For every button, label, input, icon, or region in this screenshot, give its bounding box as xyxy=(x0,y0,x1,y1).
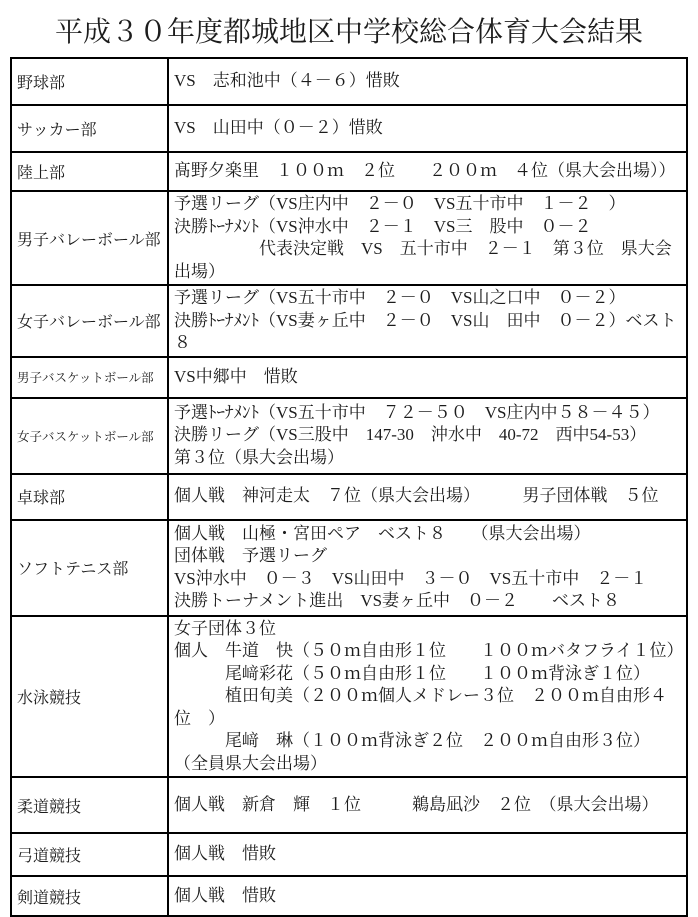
club-name-label: 弓道競技 xyxy=(11,833,168,876)
result-line: 決勝ﾄｰﾅﾒﾝﾄ（VS妻ヶ丘中 ２－０ VS山 田中 ０－２）ベスト８ xyxy=(174,310,677,352)
result-line: VS 志和池中（４－６）惜敗 xyxy=(174,71,400,91)
club-name-label: 水泳競技 xyxy=(11,616,168,778)
result-cell xyxy=(168,616,687,778)
result-line: 女子団体３位 xyxy=(174,618,276,638)
club-name-label: サッカー部 xyxy=(11,105,168,152)
result-line: 団体戦 予選リーグ xyxy=(174,546,327,565)
result-cell xyxy=(168,285,687,357)
result-cell xyxy=(168,474,687,520)
table-row xyxy=(11,191,687,285)
table-row xyxy=(11,777,687,833)
result-line: 尾﨑 琳（１００ｍ背泳ぎ２位 ２００ｍ自由形３位） xyxy=(174,731,650,750)
result-line: 第３位（県大会出場） xyxy=(174,447,344,467)
result-line: 予選リーグ（VS庄内中 ２－０ VS五十市中 １－２ ） xyxy=(174,194,626,213)
result-cell xyxy=(168,105,687,152)
result-cell xyxy=(168,152,687,191)
result-line: 尾﨑彩花（５０ｍ自由形１位 １００ｍ背泳ぎ１位） xyxy=(174,663,650,683)
result-cell xyxy=(168,876,687,916)
result-cell xyxy=(168,833,687,876)
result-line: 代表決定戦 VS 五十市中 ２－１ 第３位 県大会出場） xyxy=(174,239,672,281)
club-name-label: 女子バスケットボール部 xyxy=(11,398,168,474)
table-row xyxy=(11,105,687,152)
club-name-label: ソフトテニス部 xyxy=(11,520,168,616)
club-name-label: 男子バレーボール部 xyxy=(11,191,168,285)
results-table xyxy=(10,57,688,917)
result-line: 個人戦 新倉 輝 １位 鵜島凪沙 ２位 （県大会出場） xyxy=(174,794,659,814)
club-name-label: 女子バレーボール部 xyxy=(11,285,168,357)
result-line: 個人戦 神河走太 ７位（県大会出場） 男子団体戦 ５位 xyxy=(174,486,659,506)
result-cell xyxy=(168,191,687,285)
table-row xyxy=(11,520,687,616)
result-cell xyxy=(168,520,687,616)
table-row xyxy=(11,474,687,520)
result-line: 個人戦 惜敗 xyxy=(174,844,276,864)
club-name-label: 卓球部 xyxy=(11,474,168,520)
result-line: 植田旬美（２００ｍ個人メドレー３位 ２００ｍ自由形４位 ） xyxy=(174,686,667,728)
result-line: （全員県大会出場） xyxy=(174,753,327,773)
result-cell xyxy=(168,777,687,833)
result-line: 決勝リーグ（VS三股中 147-30 沖水中 40-72 西中54-53） xyxy=(174,425,647,445)
table-row xyxy=(11,357,687,398)
table-row xyxy=(11,616,687,778)
table-row xyxy=(11,152,687,191)
club-name-label: 野球部 xyxy=(11,58,168,105)
result-line: 個人戦 山極・宮田ペア ベスト８ （県大会出場） xyxy=(174,523,591,543)
result-cell xyxy=(168,357,687,398)
result-line: 予選リーグ（VS五十市中 ２－０ VS山之口中 ０－２） xyxy=(174,288,626,307)
result-line: VS沖水中 ０－３ VS山田中 ３－０ VS五十市中 ２－１ xyxy=(174,568,648,588)
result-line: 個人戦 惜敗 xyxy=(174,885,276,905)
result-line: 決勝ﾄｰﾅﾒﾝﾄ（VS沖水中 ２－１ VS三 股中 ０－２ xyxy=(174,216,592,236)
page-title: 平成３０年度都城地区中学校総合体育大会結果 xyxy=(54,17,643,48)
table-row xyxy=(11,398,687,474)
table-row xyxy=(11,876,687,916)
result-line: 決勝トーナメント進出 VS妻ヶ丘中 ０－２ ベスト８ xyxy=(174,591,621,610)
result-line: VS中郷中 惜敗 xyxy=(174,366,298,386)
result-cell xyxy=(168,58,687,105)
result-line: 予選ﾄｰﾅﾒﾝﾄ（VS五十市中 ７２－５０ VS庄内中５８－４５） xyxy=(174,402,660,422)
club-name-label: 陸上部 xyxy=(11,152,168,191)
club-name-label: 男子バスケットボール部 xyxy=(11,357,168,398)
table-row xyxy=(11,833,687,876)
result-line: 髙野夕楽里 １００ｍ ２位 ２００ｍ ４位（県大会出場）） xyxy=(174,161,676,181)
table-row xyxy=(11,285,687,357)
result-line: 個人 牛道 快（５０ｍ自由形１位 １００ｍバタフライ１位） xyxy=(174,641,684,660)
club-name-label: 剣道競技 xyxy=(11,876,168,916)
table-row xyxy=(11,58,687,105)
club-name-label: 柔道競技 xyxy=(11,777,168,833)
result-line: VS 山田中（０－２）惜敗 xyxy=(174,118,383,138)
result-cell xyxy=(168,398,687,474)
